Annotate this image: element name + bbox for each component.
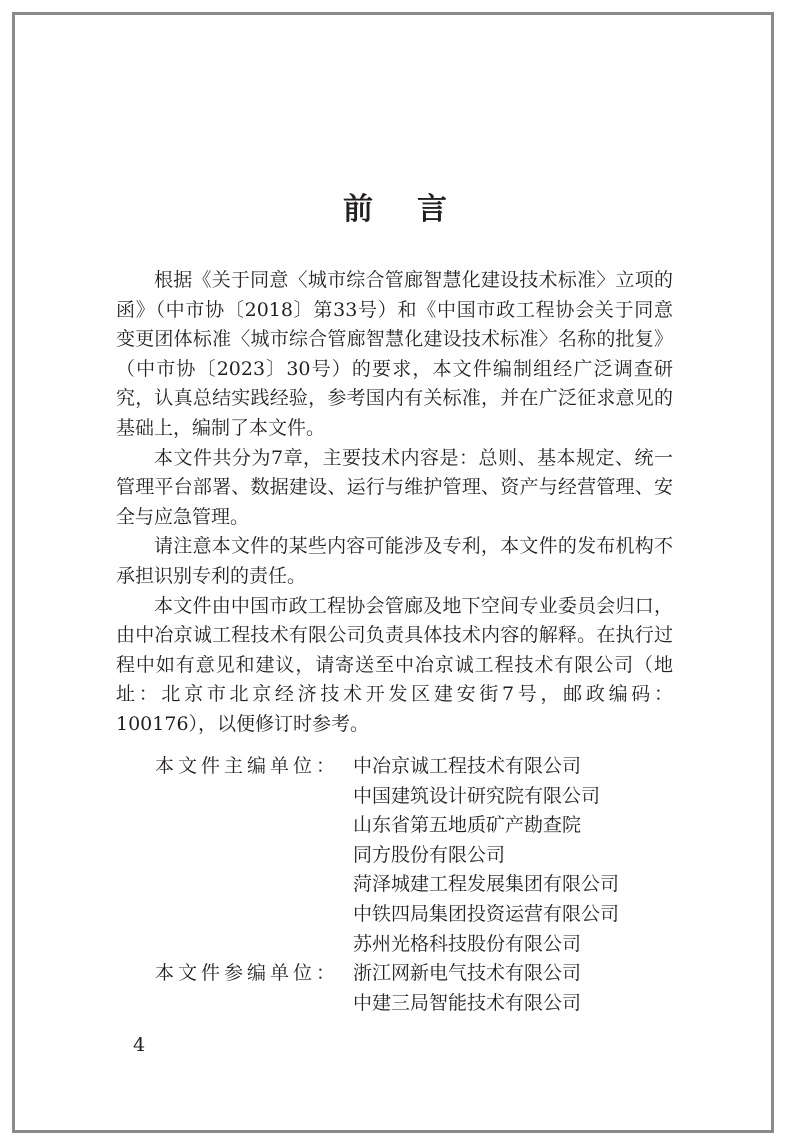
page-number: 4 bbox=[133, 1034, 146, 1056]
chief-editor-unit: 同方股份有限公司 bbox=[353, 843, 506, 866]
paragraph-patent-notice: 请注意本文件的某些内容可能涉及专利，本文件的发布机构不承担识别专利的责任。 bbox=[116, 535, 673, 587]
chief-editor-unit: 苏州光格科技股份有限公司 bbox=[353, 932, 582, 955]
participating-editor-list bbox=[353, 959, 581, 1018]
chief-editor-unit: 中冶京诚工程技术有限公司 bbox=[353, 755, 582, 777]
participating-editor-label: 本文件参编单位： bbox=[155, 962, 340, 984]
participating-editor-unit: 中建三局智能技术有限公司 bbox=[353, 991, 582, 1014]
page-title: 前言 bbox=[343, 192, 491, 227]
chief-editor-unit: 山东省第五地质矿产勘查院 bbox=[353, 814, 582, 837]
chief-editor-list bbox=[353, 752, 619, 959]
foreword-body bbox=[116, 266, 673, 740]
paragraph-contents: 本文件共分为7章，主要技术内容是：总则、基本规定、统一管理平台部署、数据建设、运行与维护管理、资产与经营管理、安全与应急管理。 bbox=[116, 446, 673, 528]
participating-editor-unit: 浙江网新电气技术有限公司 bbox=[353, 962, 582, 984]
chief-editor-unit: 中国建筑设计研究院有限公司 bbox=[353, 784, 601, 807]
chief-editor-unit: 菏泽城建工程发展集团有限公司 bbox=[353, 873, 620, 896]
chief-editor-label: 本文件主编单位： bbox=[155, 755, 340, 777]
chief-editor-unit: 中铁四局集团投资运营有限公司 bbox=[353, 902, 620, 925]
paragraph-contact: 本文件由中国市政工程协会管廊及地下空间专业委员会归口，由中冶京诚工程技术有限公司负责具体技术内容的解释。在执行过程中如有意见和建议，请寄送至中冶京诚工程技术有限公司（地址：北京市北京经济技术开发区建安街7号，邮政编码：100176），以便修订时参考。 bbox=[116, 594, 673, 735]
paragraph-basis: 根据《关于同意〈城市综合管廊智慧化建设技术标准〉立项的函》（中市协〔2018〕第33号）和《中国市政工程协会关于同意变更团体标准〈城市综合管廊智慧化建设技术标准〉名称的批复》（中市协〔2023〕30号）的要求，本文件编制组经广泛调查研究，认真总结实践经验，参考国内有关标准，并在广泛征求意见的基础上，编制了本文件。 bbox=[116, 269, 673, 439]
